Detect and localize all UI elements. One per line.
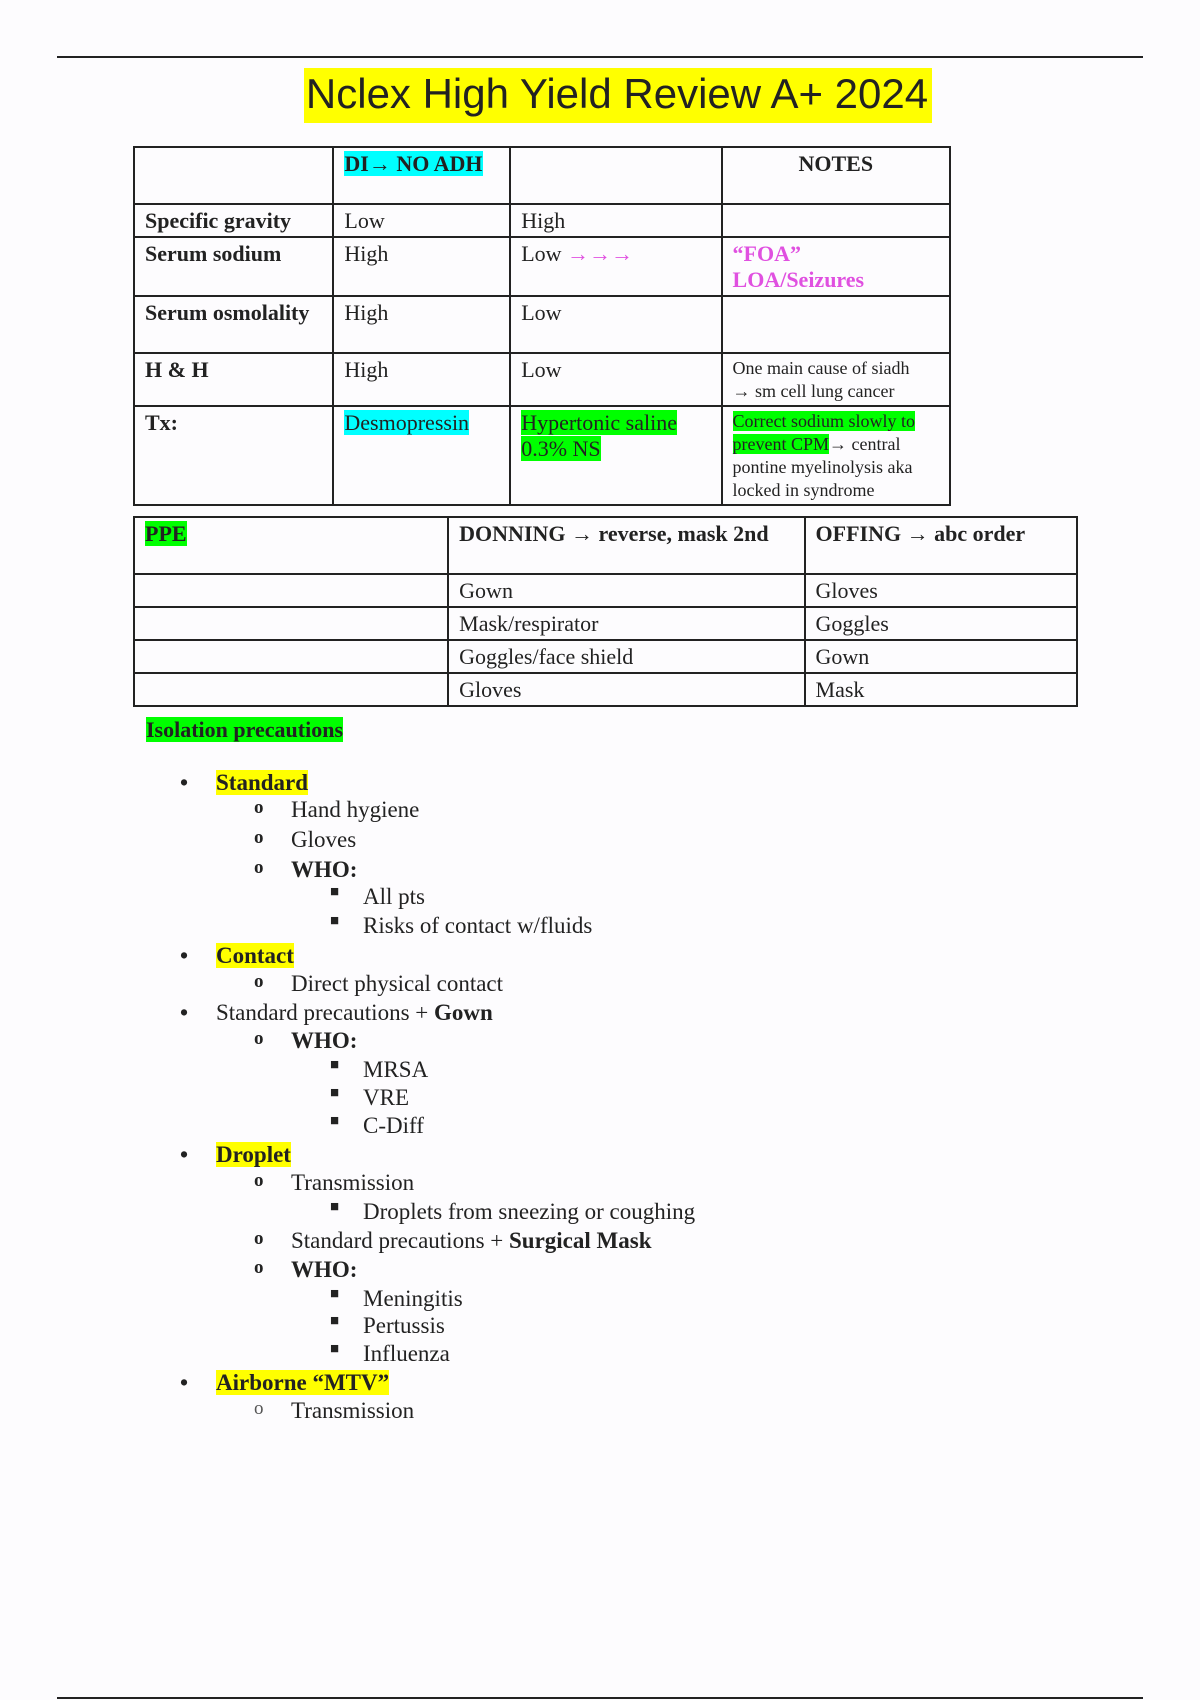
list-item: VRE <box>363 1085 409 1110</box>
di-value: Low <box>333 204 510 237</box>
row-label: Serum osmolality <box>134 296 333 353</box>
circle-bullet-icon: o <box>254 1228 264 1249</box>
arrows-icon: →→→ <box>567 241 634 266</box>
blank-cell <box>134 574 448 607</box>
circle-bullet-icon: o <box>254 971 264 992</box>
offing-step: Gloves <box>805 574 1077 607</box>
list-item: Contact <box>216 943 294 968</box>
row-label: Tx: <box>134 406 333 505</box>
page-title: Nclex High Yield Review A+ 2024 <box>0 70 1200 118</box>
blank-cell <box>134 607 448 640</box>
list-item: WHO: <box>291 1257 358 1282</box>
siadh-value: High <box>510 204 721 237</box>
square-bullet-icon: ■ <box>330 1341 340 1357</box>
square-bullet-icon: ■ <box>330 1057 340 1073</box>
table-row <box>134 673 1077 706</box>
list-item: C-Diff <box>363 1113 424 1138</box>
square-bullet-icon: ■ <box>330 1085 340 1101</box>
header-siadh <box>510 147 721 204</box>
list-item: Gloves <box>291 827 357 852</box>
list-item: Standard precautions + Gown <box>216 1000 493 1025</box>
siadh-value: Low <box>510 296 721 353</box>
list-item: Droplets from sneezing or coughing <box>363 1199 696 1224</box>
donning-step: Goggles/face shield <box>448 640 804 673</box>
circle-bullet-icon: o <box>254 1028 264 1049</box>
list-item: All pts <box>363 884 425 909</box>
di-value: High <box>333 296 510 353</box>
top-rule <box>57 56 1143 58</box>
row-label: Specific gravity <box>134 204 333 237</box>
table-row <box>134 640 1077 673</box>
header-ppe: PPE <box>134 517 448 574</box>
list-item: Standard <box>216 770 309 795</box>
list-item: Transmission <box>291 1398 415 1423</box>
donning-step: Gown <box>448 574 804 607</box>
ppe-table <box>133 516 1078 707</box>
list-item: Hand hygiene <box>291 797 420 822</box>
table-row <box>134 574 1077 607</box>
list-item: WHO: <box>291 1028 358 1053</box>
list-item: Transmission <box>291 1170 415 1195</box>
square-bullet-icon: ■ <box>330 1113 340 1129</box>
circle-bullet-icon: o <box>254 797 264 818</box>
list-item: Direct physical contact <box>291 971 504 996</box>
list-item: Standard precautions + Surgical Mask <box>291 1228 652 1253</box>
di-value: High <box>333 237 510 296</box>
header-cell-blank <box>134 147 333 204</box>
siadh-value: Hypertonic saline 0.3% NS <box>510 406 721 505</box>
table-header-row <box>134 147 950 204</box>
notes-cell <box>722 204 950 237</box>
square-bullet-icon: ■ <box>330 1313 340 1329</box>
offing-step: Goggles <box>805 607 1077 640</box>
header-di: DI→ NO ADH <box>333 147 510 204</box>
circle-bullet-icon: o <box>254 857 264 878</box>
isolation-heading: Isolation precautions <box>146 717 344 742</box>
list-item: MRSA <box>363 1057 429 1082</box>
square-bullet-icon: ■ <box>330 913 340 929</box>
square-bullet-icon: ■ <box>330 1286 340 1302</box>
row-label: H & H <box>134 353 333 406</box>
siadh-value: Low <box>510 353 721 406</box>
notes-cell <box>722 296 950 353</box>
header-notes: NOTES <box>722 147 950 204</box>
table-row <box>134 237 950 296</box>
square-bullet-icon: ■ <box>330 1199 340 1215</box>
list-item: Pertussis <box>363 1313 445 1338</box>
donning-step: Mask/respirator <box>448 607 804 640</box>
circle-bullet-icon: o <box>254 827 264 848</box>
bottom-rule <box>57 1697 1143 1699</box>
blank-cell <box>134 673 448 706</box>
table-header-row <box>134 517 1077 574</box>
donning-step: Gloves <box>448 673 804 706</box>
square-bullet-icon: ■ <box>330 884 340 900</box>
bullet-icon: • <box>180 943 189 968</box>
bullet-icon: • <box>180 1142 189 1167</box>
bullet-icon: • <box>180 1370 189 1395</box>
table-row <box>134 204 950 237</box>
header-donning: DONNING → reverse, mask 2nd <box>448 517 804 574</box>
circle-bullet-icon: o <box>254 1170 264 1191</box>
bullet-icon: • <box>180 1000 189 1025</box>
list-item: Airborne “MTV” <box>216 1370 390 1395</box>
offing-step: Mask <box>805 673 1077 706</box>
table-row <box>134 607 1077 640</box>
notes-cell: “FOA” LOA/Seizures <box>722 237 950 296</box>
notes-cell: Correct sodium slowly to prevent CPM→ central pontine myelinolysis aka locked in syndrome <box>722 406 950 505</box>
table-row <box>134 296 950 353</box>
bullet-icon: • <box>180 770 189 795</box>
offing-step: Gown <box>805 640 1077 673</box>
list-item: Risks of contact w/fluids <box>363 913 593 938</box>
blank-cell <box>134 640 448 673</box>
di-siadh-table <box>133 146 951 506</box>
list-item: Droplet <box>216 1142 291 1167</box>
row-label: Serum sodium <box>134 237 333 296</box>
list-item: Meningitis <box>363 1286 463 1311</box>
table-row <box>134 406 950 505</box>
siadh-value: Low →→→ <box>510 237 721 296</box>
di-value: High <box>333 353 510 406</box>
list-item: WHO: <box>291 857 358 882</box>
notes-cell: One main cause of siadh → sm cell lung cancer <box>722 353 950 406</box>
list-item: Influenza <box>363 1341 450 1366</box>
circle-bullet-icon: o <box>254 1257 264 1278</box>
di-value: Desmopressin <box>333 406 510 505</box>
table-row <box>134 353 950 406</box>
header-offing: OFFING → abc order <box>805 517 1077 574</box>
circle-bullet-icon: o <box>254 1398 264 1419</box>
